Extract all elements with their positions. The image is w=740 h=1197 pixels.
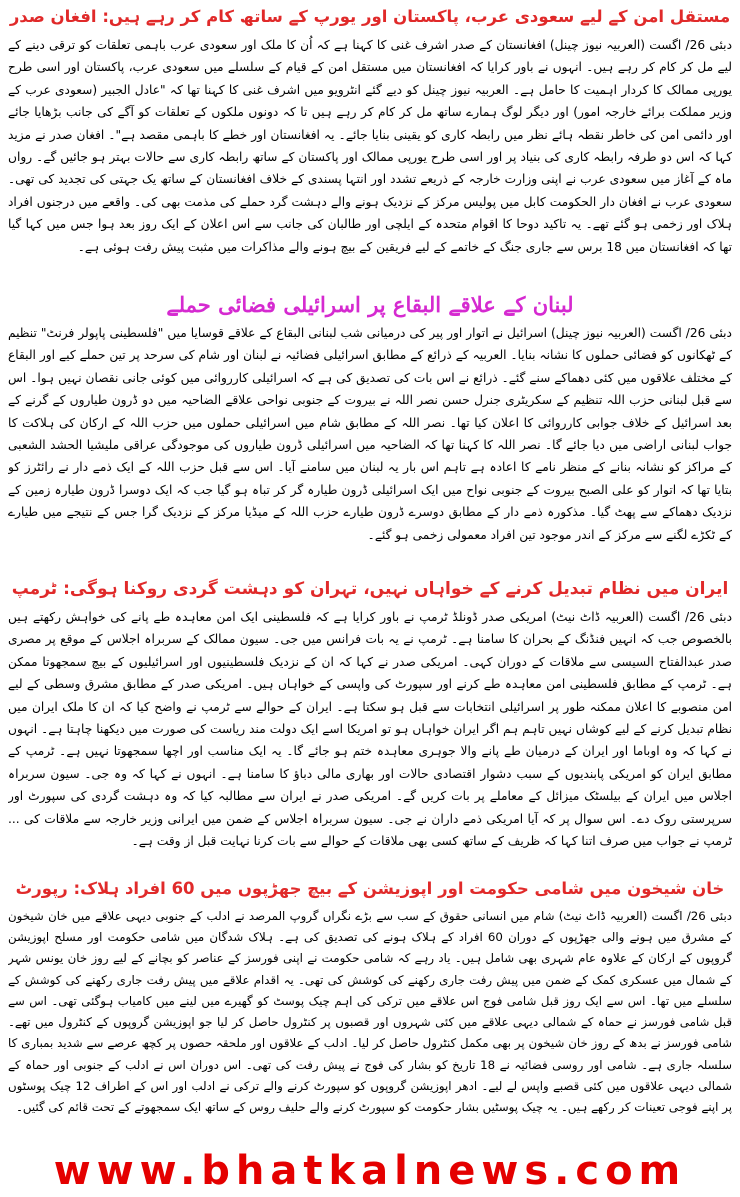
article-body: دبئی 26/ اگست (العربیہ نیوز چینل) افغانستان کے صدر اشرف غنی کا کہنا ہے کہ اُن کا ملک اور سعودی عرب باہمی تعلقات کو ترقی دینے کے لیے مل کر کام کر رہے ہیں۔ انہوں نے باور کرایا کہ افغانستان میں مستقل امن کے قیام کے سلسلے میں سعودی عرب، پاکستان اور اسی طرح یورپی ممالک کا کردار اہمیت کا حامل ہے۔ العربیہ نیوز چینل کو دیے گئے انٹرویو میں اشرف غنی کا کہنا تھا کہ "عادل الجبیر (سعودی عرب کے وزیر مملکت برائے خارجہ امور) اور دیگر لوگ ہمارے ساتھ مل کر کام کر رہے ہیں تا کہ دونوں ملکوں کے تعلقات کو آگے کی جانب بڑھایا جائے اور دائمی امن کی خاطر نقطہ ہائے نظر میں رابطہ کاری کو یقینی بنایا جائے۔ یہ افغانستان اور خطے کا باہمی مقصد ہے"۔ افغان صدر نے مزید کہا کہ اس دو طرفہ رابطہ کاری کی بنیاد پر اور اسی طرح یورپی ممالک اور پاکستان کے ساتھ رابطہ کاری سے حالات بہتر ہو جائیں گے۔ رواں ماہ کے آغاز میں سعودی عرب نے اپنی وزارت خارجہ کے ذریعے تشدد اور انتہا پسندی کے خلاف افغانستان کے ساتھ یک جہتی کی تجدید کی تھی۔ سعودی عرب نے افغان دار الحکومت کابل میں پولیس مرکز کے نزدیک ہونے والے دہشت گرد حملے کی مذمت بھی کی۔ واقعے میں درجنوں افراد ہلاک اور زخمی ہو گئے تھے۔ یہ تاکید دوحا کا اقوام متحدہ کے ایلچی اور طالبان کی جانب سے اس اعلان کے ایک روز بعد ہوا جس میں کہا گیا تھا کہ افغانستان میں 18 برس سے جاری جنگ کے خاتمے کے لیے فریقین کے بیچ ہونے والے مذاکرات میں مثبت پیش رفت ہوئی ہے۔	[8, 38, 732, 254]
headline: خان شیخون میں شامی حکومت اور اپوزیشن کے بیچ جھڑپوں میں 60 افراد ہلاک: رپورٹ	[15, 879, 725, 898]
article-body: دبئی 26/ اگست (العربیہ ڈاٹ نیٹ) امریکی صدر ڈونلڈ ٹرمپ نے باور کرایا ہے کہ فلسطینی ایک امن معاہدہ طے پانے کی خواہش رکھتے ہیں بالخصوص جب کہ انہیں فنڈنگ کے بحران کا سامنا ہے۔ ٹرمپ نے یہ بات فرانس میں جی۔ سیون ممالک کے سربراہ اجلاس کے موقع پر مصری صدر عبدالفتاح السیسی سے ملاقات کے دوران کہی۔ امریکی صدر نے کہا کہ ان کے نزدیک فلسطینیوں اور اسرائیلیوں کے بیچ سمجھوتا ممکن ہے۔ ٹرمپ کے مطابق فلسطینی امن معاہدہ طے کرنے اور سپورٹ کی واپسی کے خواہاں ہیں۔ امریکی صدر کے مطابق مشرق وسطی کے لیے امن منصوبے کا اعلان ممکنہ طور پر اسرائیلی انتخابات سے قبل ہو سکتا ہے۔ ایران کے حوالے سے ٹرمپ نے واضح کیا کہ ان کا ملک ایران میں نظام تبدیل کرنے کے لیے کوشاں نہیں تاہم ہم اگر ایران خواہاں ہو تو امریکا اسے ایک دولت مند ریاست کی صورت میں دیکھنا چاہتا ہے۔ انہوں نے کہا کہ وہ اوباما اور ایران کے درمیان طے پانے والا جوہری معاہدہ ختم ہو جائے گا۔ یہ ایک مناسب اور اچھا سمجھوتا نہیں ہے۔ ٹرمپ کے مطابق ایران کو امریکی پابندیوں کے سبب دشوار اقتصادی حالات اور بھاری مالی دباؤ کا سامنا ہے۔ انہوں نے کہا کہ وہ جی۔ سیون سربراہ اجلاس میں ایران کے بیلسٹک میزائل کے معاملے پر بات کریں گے۔ امریکی صدر نے ایران سے مطالبہ کیا کہ وہ دہشت گردی کی سپورٹ اور سرپرستی روک دے۔ اس سوال پر کہ آیا امریکی ذمے داران نے جی۔ سیون سربراہ اجلاس کے ضمن میں ایرانی وزیر خارجہ سے ملاقات کی ... ٹرمپ نے جواب میں صرف اتنا کہا کہ ظریف کے ساتھ کسی بھی ملاقات کے حوالے سے بات کرنا نہایت قبل از وقت ہے۔	[8, 610, 732, 849]
headline: مستقل امن کے لیے سعودی عرب، پاکستان اور یورپ کے ساتھ کام کر رہے ہیں: افغان صدر	[9, 7, 731, 26]
headline: ایران میں نظام تبدیل کرنے کے خواہاں نہیں، تہران کو دہشت گردی روکنا ہوگی: ٹرمپ	[11, 579, 729, 599]
article-lebanon-bekaa	[8, 288, 732, 568]
article-khan-shaykhun	[8, 872, 732, 1140]
article-afghan-president	[8, 0, 732, 284]
article-body: دبئی 26/ اگست (العربیہ نیوز چینل) اسرائیل نے اتوار اور پیر کی درمیانی شب لبنانی البقاع کے علاقے قوسایا میں "فلسطینی پاپولر فرنٹ" تنظیم کے ٹھکانوں کو فضائی حملوں کا نشانہ بنایا۔ العربیہ کے ذرائع کے مطابق اسرائیلی فضائیہ نے لبنان اور شام کی سرحد پر تین حملے کیے اور البقاع کے مختلف علاقوں میں کئی دھماکے سنے گئے۔ ذرائع نے اس بات کی تصدیق کی ہے کہ اسرائیلی کارروائی میں کوئی جانی نقصان نہیں ہوا۔ اس سے قبل لبنانی حزب اللہ تنظیم کے سکریٹری جنرل حسن نصر اللہ نے بیروت کے جنوبی نواحی علاقے الضاحیہ میں دو ڈرون طیاروں کے گرنے کے بعد اسرائیل کے خلاف جوابی کارروائی کا اعلان کیا تھا۔ نصر اللہ کے مطابق شام میں اسرائیلی حملوں میں حزب اللہ کے ارکان کی ہلاکت کا جواب لبنانی اراضی میں دیا جائے گا۔ نصر اللہ کا کہنا تھا کہ الضاحیہ میں اسرائیلی ڈرون طیاروں کی موجودگی عراقی ملیشیا الحشد الشعبی کے مراکز کو نشانہ بنانے کے منظر نامے کا اعادہ ہے تاہم اس بار یہ لبنان میں سامنے آیا۔ اس سے قبل حزب اللہ کے ایک ذمے دار نے رائٹرز کو بتایا تھا کہ اتوار کو علی الصبح بیروت کے جنوبی نواح میں ایک اسرائیلی ڈرون طیارہ گر کر تباہ ہو گیا جب کہ ایک دوسرا ڈرون طیارہ زمین کے نزدیک دھماکے سے پھٹ گیا۔ مذکورہ ذمے دار کے مطابق دوسرے ڈرون طیارے حزب اللہ کے میڈیا مرکز کے نزدیک گرا جس کے نتیجے میں طیارے کے ٹکڑے لگنے سے مرکز کے اندر موجود تین افراد معمولی زخمی ہو گئے۔	[8, 326, 732, 542]
headline: لبنان کے علاقے البقاع پر اسرائیلی فضائی حملے	[166, 292, 574, 317]
article-body: دبئی 26/ اگست (العربیہ ڈاٹ نیٹ) شام میں انسانی حقوق کے سب سے بڑے نگراں گروپ المرصد نے ادلب کے جنوبی دیہی علاقے میں خان شیخون کے مشرق میں ہونے والی جھڑپوں کے دوران 60 افراد کے ہلاک ہونے کی تصدیق کی ہے۔ ہلاک شدگان میں شامی حکومت اور مسلح اپوزیشن گروپوں کے ارکان کے علاوہ عام شہری بھی شامل ہیں۔ یاد رہے کہ شامی حکومت نے اپنی فورسز کے عناصر کو بچانے کے لیے روز خان یونس شہر کے شمال میں عسکری کمک کے ضمن میں پیش رفت جاری رکھنے کی کوشش کی تھی۔ یہ اقدام علاقے میں پیش رفت جاری رکھنے کی کوشش کے سلسلے میں تھا۔ اس سے ایک روز قبل شامی فوج اس علاقے میں ترکی کی اہم چیک پوسٹ کو گھیرے میں لینے میں کامیاب ہوگئی تھی۔ اس سے قبل شامی فورسز نے حماہ کے شمالی دیہی علاقے میں کئی شہروں اور قصبوں پر کنٹرول حاصل کر لیا جو اپوزیشن گروپوں کے کنٹرول میں تھے۔ شامی فورسز نے بدھ کے روز خان شیخون پر بھی مکمل کنٹرول حاصل کر لیا۔ ادلب کے علاقوں اور ملحقہ حصوں پر کچھ عرصے سے شدید بمباری کا سلسلہ جاری ہے۔ شامی اور روسی فضائیہ نے 18 تاریخ کو بشار کی فوج نے پیش رفت کی تھی۔ اس دوران اس نے ادلب کے جنوبی اور حماہ کے شمالی دیہی علاقوں میں کئی قصبے واپس لے لیے۔ ادھر اپوزیشن گروپوں کو سپورٹ کرنے والے ترکی نے ادلب اور اس کے اطراف 12 چیک پوسٹوں پر اپنے فوجی تعینات کر رکھے ہیں۔ یہ چیک پوسٹیں بشار حکومت کو سپورٹ کرنے والے حلیف روس کے ساتھ ایک سمجھوتے کے تحت قائم کی گئیں۔	[8, 909, 732, 1115]
article-trump-iran	[8, 572, 732, 864]
website-footer[interactable]: www.bhatkalnews.com	[53, 1148, 687, 1194]
